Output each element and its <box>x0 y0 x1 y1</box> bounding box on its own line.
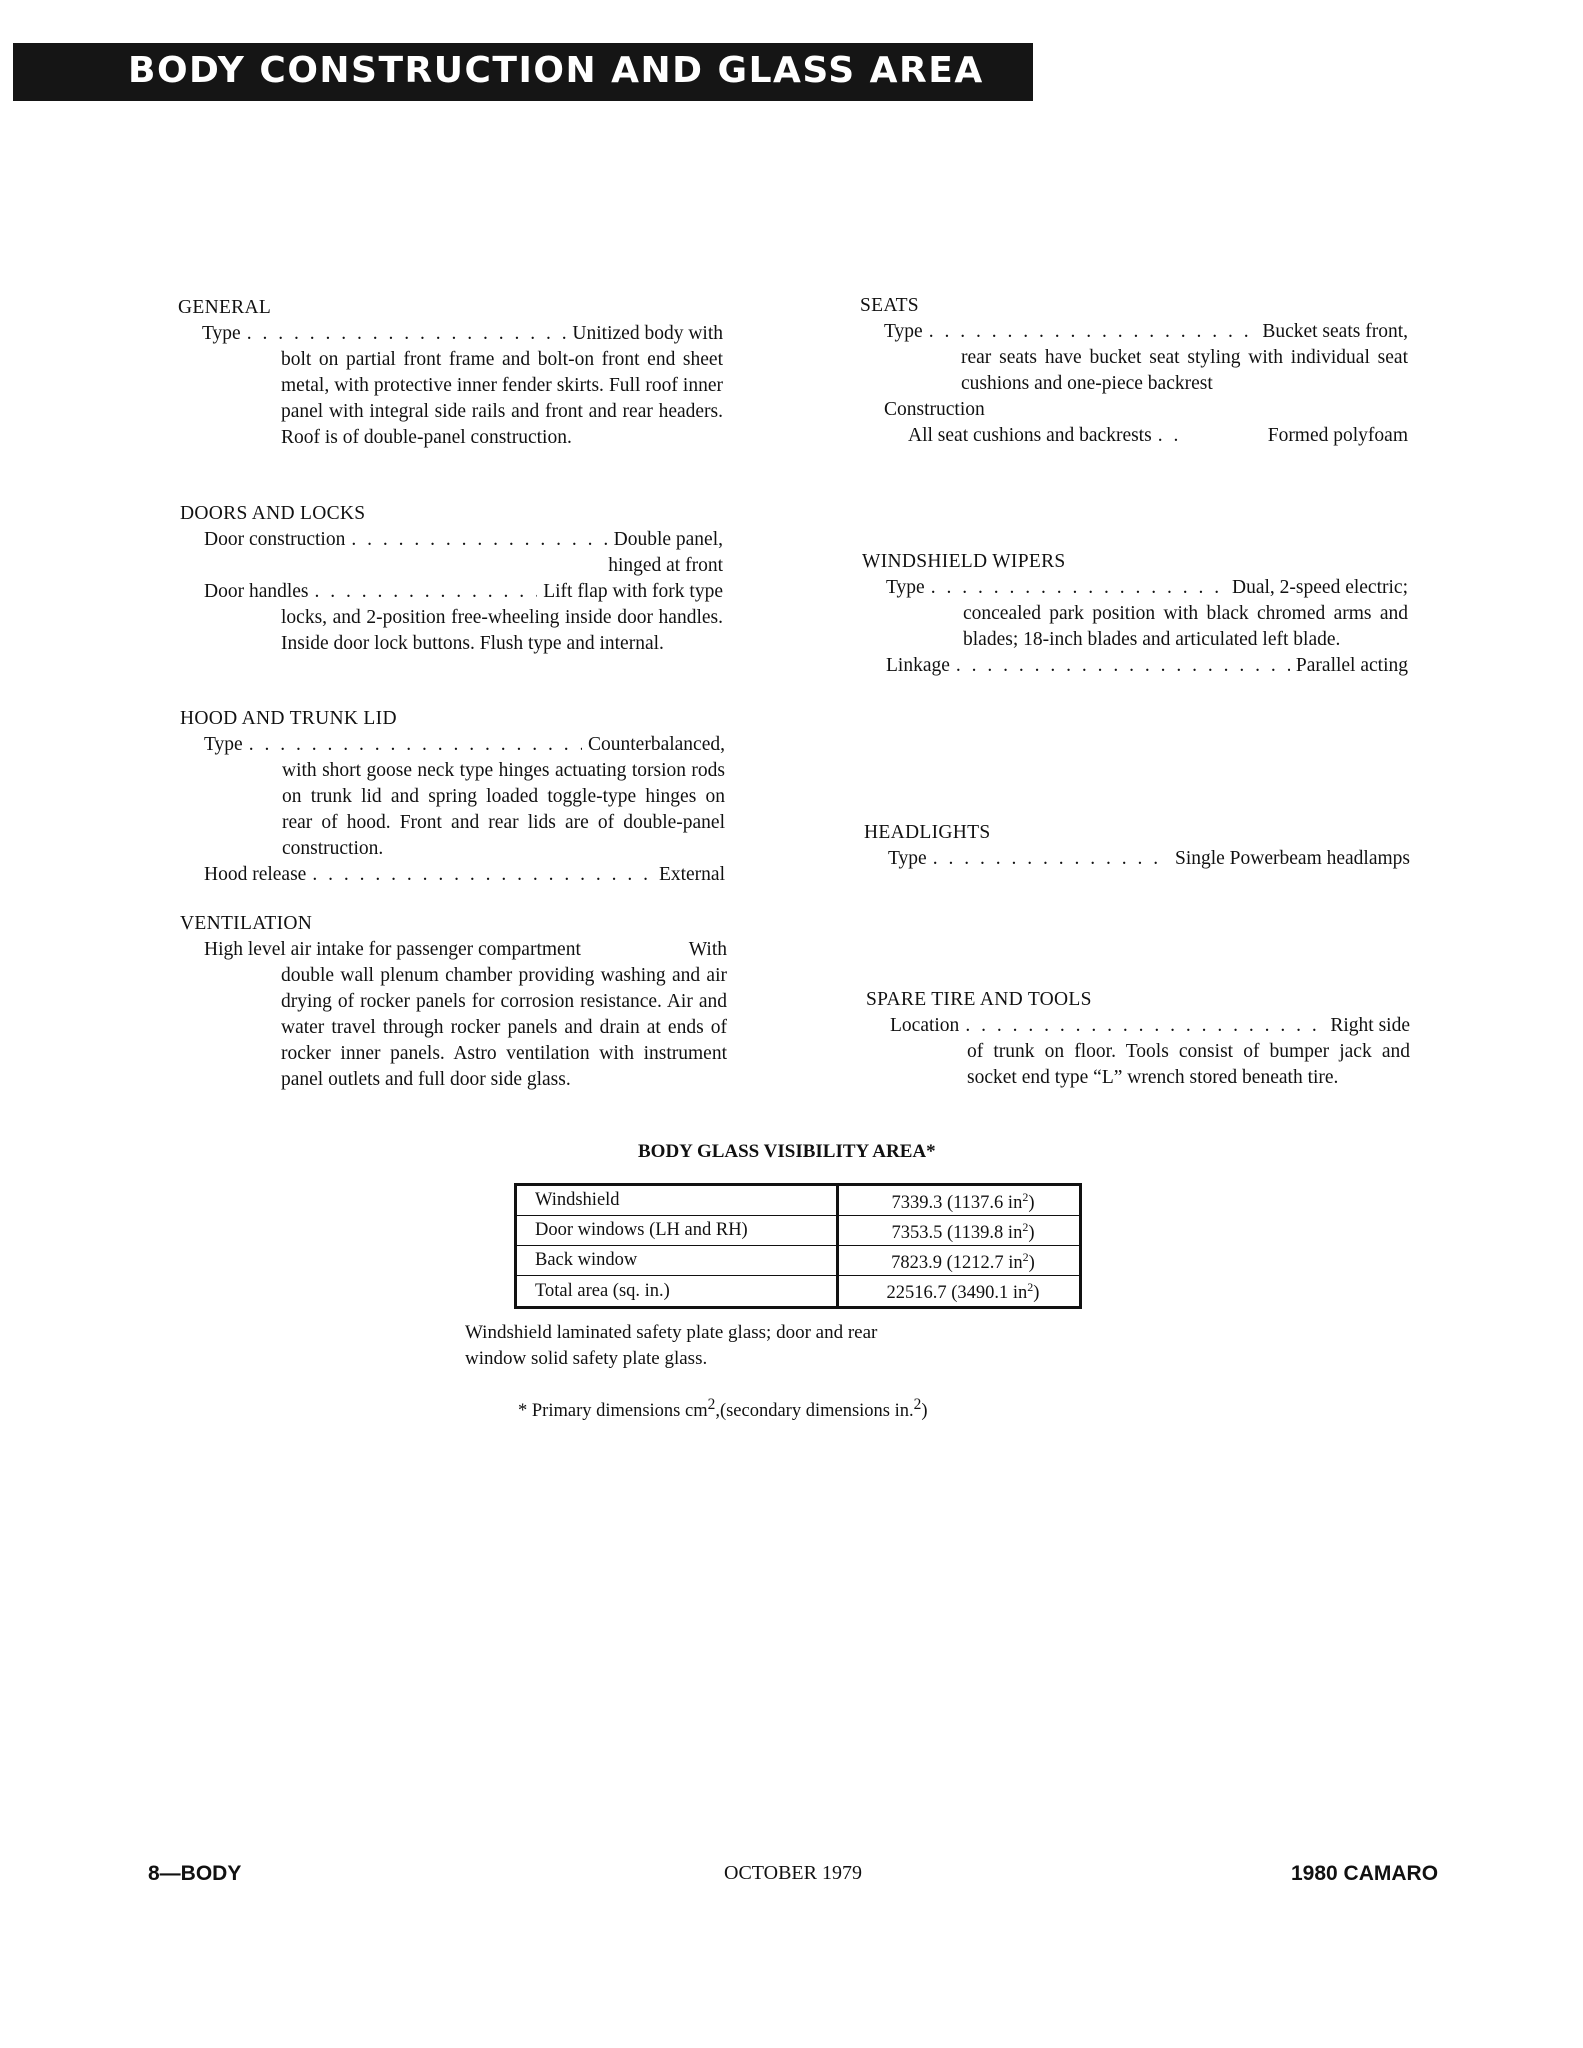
imperial-value: (1139.8 in <box>946 1223 1023 1244</box>
leader-dots <box>956 653 1290 679</box>
spec-row <box>860 423 1408 449</box>
spec-value: External <box>658 864 725 885</box>
superscript: 2 <box>1027 1280 1034 1295</box>
spec-row <box>178 321 723 347</box>
leader-dots <box>933 846 1169 872</box>
spec-value: Bucket seats front, <box>1262 321 1408 342</box>
table-title: BODY GLASS VISIBILITY AREA* <box>638 1141 936 1162</box>
metric-value: 7823.9 <box>891 1253 942 1274</box>
metric-value: 7353.5 <box>891 1223 943 1244</box>
imperial-value: (1137.6 in <box>946 1193 1023 1214</box>
glass-value-cell <box>837 1276 1080 1307</box>
section-heading: WINDSHIELD WIPERS <box>862 551 1066 572</box>
footnote-star: * <box>518 1401 528 1422</box>
section-heading: VENTILATION <box>180 913 313 934</box>
spec-row <box>862 653 1408 679</box>
spec-label: Construction <box>884 399 985 420</box>
spec-value: Double panel, <box>613 529 723 550</box>
spec-value: Right side <box>1330 1015 1410 1036</box>
leader-dots <box>965 1013 1324 1039</box>
imperial-value: (3490.1 in <box>951 1283 1028 1304</box>
footnote-text: ,(secondary dimensions in. <box>715 1401 914 1422</box>
section-heading: HOOD AND TRUNK LID <box>180 708 397 729</box>
spec-description: rear seats have bucket seat styling with individual seat cushions and one-piece backrest <box>961 347 1408 394</box>
spec-label: Type <box>204 734 243 755</box>
footer-model: 1980 CAMARO <box>1291 1862 1439 1885</box>
glass-label-cell: Total area (sq. in.) <box>516 1276 838 1307</box>
spec-value: Parallel acting <box>1295 655 1408 676</box>
metric-value: 22516.7 <box>886 1283 947 1304</box>
spec-value: Formed polyfoam <box>1267 425 1408 446</box>
section-heading: HEADLIGHTS <box>864 822 991 843</box>
spec-label: Type <box>202 323 241 344</box>
glass-note: Windshield laminated safety plate glass; door and rear window solid safety plate glass. <box>465 1322 878 1369</box>
superscript: 2 <box>1022 1220 1029 1235</box>
section-general <box>178 295 723 451</box>
table-row <box>516 1185 1081 1216</box>
superscript: 2 <box>913 1396 922 1413</box>
spec-label: Linkage <box>886 655 950 676</box>
superscript: 2 <box>707 1396 716 1413</box>
leader-dots <box>247 321 567 347</box>
spec-label: Hood release <box>204 864 307 885</box>
spec-description: locks, and 2-position free-wheeling inside door handles. Inside door lock buttons. Flush type and internal. <box>281 607 723 654</box>
glass-label-cell: Windshield <box>516 1185 838 1216</box>
spec-description: double wall plenum chamber providing washing and air drying of rocker panels for corrosion resistance. Air and water travel through rocker panels and drain at ends of rocker inner panels. Astro ventilation with instrument panel outlets and full door side glass. <box>281 965 727 1090</box>
glass-value-cell <box>837 1185 1080 1216</box>
table-row <box>516 1246 1081 1276</box>
spec-row <box>862 575 1408 601</box>
glass-label-cell: Back window <box>516 1246 838 1276</box>
spec-label: High level air intake for passenger compartment <box>204 939 581 960</box>
section-heading: DOORS AND LOCKS <box>180 503 366 524</box>
spec-value: Single Powerbeam headlamps <box>1174 848 1410 869</box>
spec-description: concealed park position with black chromed arms and blades; 18-inch blades and articulated left blade. <box>963 603 1408 650</box>
table-row <box>516 1276 1081 1307</box>
section-hood-trunk <box>180 706 725 888</box>
page-title: BODY CONSTRUCTION AND GLASS AREA <box>128 50 984 91</box>
superscript: 2 <box>1022 1250 1029 1265</box>
closing-paren: ) <box>1033 1283 1040 1304</box>
spec-label: Type <box>886 577 925 598</box>
leader-dots <box>1158 423 1182 449</box>
spec-label: All seat cushions and backrests <box>908 425 1152 446</box>
section-heading: GENERAL <box>178 297 272 318</box>
spec-row <box>180 732 725 758</box>
spec-row <box>180 862 725 888</box>
section-windshield-wipers <box>862 549 1408 679</box>
spec-label: Location <box>890 1015 960 1036</box>
section-headlights <box>864 820 1410 872</box>
metric-value: 7339.3 <box>891 1193 943 1214</box>
spec-value: Dual, 2-speed electric; <box>1232 577 1408 598</box>
section-ventilation <box>180 911 727 1093</box>
section-spare-tire <box>866 987 1410 1091</box>
footer-page-number: 8—BODY <box>148 1862 242 1885</box>
leader-dots <box>249 732 582 758</box>
spec-row <box>180 579 723 605</box>
closing-paren: ) <box>1028 1223 1035 1244</box>
spec-label: Type <box>888 848 927 869</box>
spec-description: hinged at front <box>608 555 723 576</box>
spec-row <box>860 319 1408 345</box>
imperial-value: (1212.7 in <box>946 1253 1023 1274</box>
closing-paren: ) <box>1028 1193 1035 1214</box>
glass-label-cell: Door windows (LH and RH) <box>516 1216 838 1246</box>
leader-dots <box>929 319 1257 345</box>
section-heading: SPARE TIRE AND TOOLS <box>866 989 1092 1010</box>
footer-date: OCTOBER 1979 <box>724 1862 862 1884</box>
spec-description: with short goose neck type hinges actuating torsion rods on trunk lid and spring loaded toggle-type hinges on rear of hood. Front and rear lids are of double-panel construction. <box>282 760 725 859</box>
spec-value: Unitized body with <box>572 323 723 344</box>
section-heading: SEATS <box>860 295 919 316</box>
section-seats <box>860 293 1408 449</box>
spec-row <box>180 937 727 963</box>
spec-label: Door construction <box>204 529 346 550</box>
spec-value: With <box>688 939 727 960</box>
spec-row <box>864 846 1410 872</box>
spec-value: Lift flap with fork type <box>543 581 723 602</box>
leader-dots <box>315 579 538 605</box>
leader-dots <box>312 862 653 888</box>
spec-description: of trunk on floor. Tools consist of bumper jack and socket end type “L” wrench stored beneath tire. <box>967 1041 1410 1088</box>
footnote-text: ) <box>921 1401 928 1422</box>
glass-value-cell <box>837 1246 1080 1276</box>
leader-dots <box>931 575 1226 601</box>
glass-value-cell <box>837 1216 1080 1246</box>
glass-area-table <box>514 1183 1082 1309</box>
leader-dots <box>351 527 607 553</box>
closing-paren: ) <box>1028 1253 1035 1274</box>
section-doors-locks <box>180 501 723 657</box>
spec-label: Type <box>884 321 923 342</box>
spec-row <box>180 527 723 553</box>
table-row <box>516 1216 1081 1246</box>
superscript: 2 <box>1022 1190 1029 1204</box>
footnote-text: Primary dimensions cm <box>531 1401 708 1422</box>
spec-row <box>866 1013 1410 1039</box>
spec-label: Door handles <box>204 581 309 602</box>
spec-value: Counterbalanced, <box>588 734 725 755</box>
spec-description: bolt on partial front frame and bolt-on front end sheet metal, with protective inner fender skirts. Full roof inner panel with integral side rails and front and rear headers. Roof is of double-panel construction. <box>281 349 723 448</box>
dimension-footnote <box>518 1392 928 1424</box>
